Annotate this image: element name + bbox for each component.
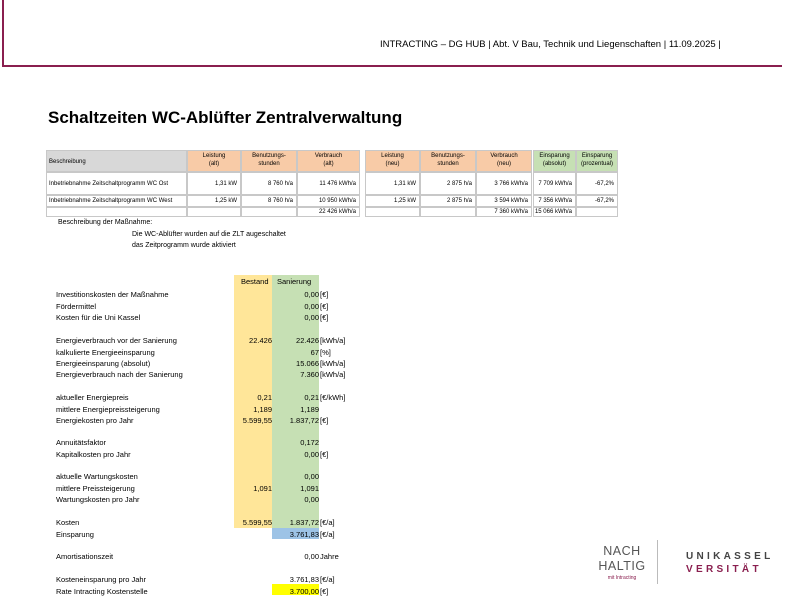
table-row-1-einsparung-prozentual: -67,2% bbox=[576, 172, 618, 195]
measure-line-2: das Zeitprogramm wurde aktiviert bbox=[132, 242, 236, 249]
uni-kassel-logo-line-1: UNIKASSEL bbox=[686, 551, 774, 562]
frame-line-horizontal bbox=[2, 65, 782, 67]
calc-row-unit: [€] bbox=[320, 416, 329, 425]
calc-row-label: Annuitätsfaktor bbox=[56, 438, 107, 447]
calc-row-label: Fördermittel bbox=[56, 302, 97, 311]
calc-row-sanierung-value: 7.360 bbox=[300, 370, 319, 379]
table-row-2-leistung-alt: 1,25 kW bbox=[187, 195, 241, 207]
calc-row-sanierung-value: 1,091 bbox=[300, 484, 319, 493]
calc-row-label: Amortisationszeit bbox=[56, 552, 114, 561]
calc-row-unit: [€/a] bbox=[320, 530, 335, 539]
calc-row-sanierung-value: 3.761,83 bbox=[289, 575, 319, 584]
calc-row-unit: [kWh/a] bbox=[320, 359, 346, 368]
logo-separator bbox=[657, 540, 658, 584]
table-row-2-verbrauch-alt: 10 950 kWh/a bbox=[297, 195, 360, 207]
header-leistung-alt: Leistung (alt) bbox=[187, 150, 241, 172]
nachhaltig-logo-line-1: NACH bbox=[603, 544, 641, 558]
calc-row-unit: [€/kWh] bbox=[320, 393, 346, 402]
table-row-2-einsparung-absolut: 7 356 kWh/a bbox=[533, 195, 576, 207]
calc-row-sanierung-value: 0,00 bbox=[304, 450, 319, 459]
nachhaltig-logo-sub: mit Intracting bbox=[607, 575, 637, 581]
uni-kassel-logo-line-2: VERSITÄT bbox=[686, 564, 762, 575]
totals-blank-6 bbox=[576, 207, 618, 217]
table-row-1-verbrauch-alt: 11 476 kWh/a bbox=[297, 172, 360, 195]
calc-row-label: Kosten für die Uni Kassel bbox=[56, 313, 141, 322]
table-row-1-beschreibung: Inbetriebnahme Zeitschaltprogramm WC Ost bbox=[46, 172, 187, 195]
calc-row-label: Energiekosten pro Jahr bbox=[56, 416, 134, 425]
calc-row-sanierung-value: 0,00 bbox=[304, 302, 319, 311]
header-einsparung-absolut: Einsparung (absolut) bbox=[533, 150, 576, 172]
calc-row-unit: [€/a] bbox=[320, 518, 335, 527]
table-row-2-leistung-neu: 1,25 kW bbox=[365, 195, 420, 207]
total-verbrauch-neu: 7 360 kWh/a bbox=[476, 207, 532, 217]
calc-row-sanierung-value: 3.761,83 bbox=[289, 530, 319, 539]
nachhaltig-logo bbox=[596, 544, 648, 581]
calc-row-bestand-value: 1,091 bbox=[253, 484, 272, 493]
table-row-1-stunden-neu: 2 875 h/a bbox=[420, 172, 476, 195]
calc-row-sanierung-value: 3.700,00 bbox=[289, 587, 319, 596]
calc-row-sanierung-value: 0,172 bbox=[300, 438, 319, 447]
calc-row-unit: [kWh/a] bbox=[320, 336, 346, 345]
table-row-1-leistung-alt: 1,31 kW bbox=[187, 172, 241, 195]
calc-row-unit: [€] bbox=[320, 587, 329, 596]
table-row-2-verbrauch-neu: 3 594 kWh/a bbox=[476, 195, 532, 207]
page-title: Schaltzeiten WC-Ablüfter Zentralverwaltung bbox=[48, 108, 403, 127]
table-row-1-verbrauch-neu: 3 766 kWh/a bbox=[476, 172, 532, 195]
table-row-1-einsparung-absolut: 7 709 kWh/a bbox=[533, 172, 576, 195]
calc-row-bestand-value: 1,189 bbox=[253, 405, 272, 414]
calc-row-label: aktuelle Wartungskosten bbox=[56, 472, 138, 481]
header-leistung-neu: Leistung (neu) bbox=[365, 150, 420, 172]
header-stunden-alt: Benutzungs- stunden bbox=[241, 150, 297, 172]
calc-row-unit: [€] bbox=[320, 450, 329, 459]
calc-row-label: Energieeinsparung (absolut) bbox=[56, 359, 151, 368]
header-stunden-neu: Benutzungs- stunden bbox=[420, 150, 476, 172]
calc-row-sanierung-value: 15.066 bbox=[296, 359, 319, 368]
calc-row-label: Energieverbrauch vor der Sanierung bbox=[56, 336, 177, 345]
calc-row-label: Rate Intracting Kostenstelle bbox=[56, 587, 148, 596]
calc-row-label: mittlere Energiepreissteigerung bbox=[56, 405, 160, 414]
header-beschreibung: Beschreibung bbox=[46, 150, 187, 172]
calc-row-sanierung-value: 1,189 bbox=[300, 405, 319, 414]
calc-row-label: aktueller Energiepreis bbox=[56, 393, 129, 402]
calc-row-sanierung-value: 22.426 bbox=[296, 336, 319, 345]
table-row-2-stunden-alt: 8 760 h/a bbox=[241, 195, 297, 207]
totals-blank-5 bbox=[420, 207, 476, 217]
calc-row-label: Investitionskosten der Maßnahme bbox=[56, 290, 169, 299]
nachhaltig-logo-line-2: HALTIG bbox=[598, 559, 646, 573]
calc-row-label: Kosten bbox=[56, 518, 80, 527]
calc-row-sanierung-value: 0,00 bbox=[304, 495, 319, 504]
calc-row-sanierung-value: 0,21 bbox=[304, 393, 319, 402]
calc-row-bestand-value: 0,21 bbox=[257, 393, 272, 402]
header-verbrauch-neu: Verbrauch (neu) bbox=[476, 150, 532, 172]
totals-blank-4 bbox=[365, 207, 420, 217]
table-row-2-stunden-neu: 2 875 h/a bbox=[420, 195, 476, 207]
calc-row-bestand-value: 22.426 bbox=[249, 336, 272, 345]
totals-blank-3 bbox=[241, 207, 297, 217]
frame-line-vertical bbox=[2, 0, 4, 67]
calc-row-label: Einsparung bbox=[56, 530, 94, 539]
calc-row-unit: [€] bbox=[320, 302, 329, 311]
calc-row-unit: [%] bbox=[320, 348, 331, 357]
table-row-1-stunden-alt: 8 760 h/a bbox=[241, 172, 297, 195]
calc-row-sanierung-value: 0,00 bbox=[304, 552, 319, 561]
totals-blank-1 bbox=[46, 207, 187, 217]
calc-row-label: Kosteneinsparung pro Jahr bbox=[56, 575, 147, 584]
total-verbrauch-alt: 22 426 kWh/a bbox=[297, 207, 360, 217]
calc-row-unit: Jahre bbox=[320, 552, 339, 561]
calc-row-sanierung-value: 1.837,72 bbox=[289, 416, 319, 425]
calc-row-label: Kapitalkosten pro Jahr bbox=[56, 450, 131, 459]
calc-row-sanierung-value: 0,00 bbox=[304, 313, 319, 322]
page-header: INTRACTING – DG HUB | Abt. V Bau, Technik und Liegenschaften | 11.09.2025 | bbox=[380, 39, 721, 50]
table-row-2-einsparung-prozentual: -67,2% bbox=[576, 195, 618, 207]
calc-row-unit: [€/a] bbox=[320, 575, 335, 584]
calc-row-sanierung-value: 67 bbox=[310, 348, 319, 357]
calc-row-unit: [€] bbox=[320, 290, 329, 299]
measure-heading: Beschreibung der Maßnahme: bbox=[58, 219, 153, 226]
calc-row-bestand-value: 5.599,55 bbox=[242, 416, 272, 425]
table-row-1-leistung-neu: 1,31 kW bbox=[365, 172, 420, 195]
calc-row-label: Wartungskosten pro Jahr bbox=[56, 495, 140, 504]
header-verbrauch-alt: Verbrauch (alt) bbox=[297, 150, 360, 172]
totals-blank-2 bbox=[187, 207, 241, 217]
column-header-sanierung: Sanierung bbox=[277, 277, 312, 286]
calc-row-sanierung-value: 0,00 bbox=[304, 290, 319, 299]
column-header-bestand: Bestand bbox=[241, 277, 269, 286]
table-row-2-beschreibung: Inbetriebnahme Zeitschaltprogramm WC West bbox=[46, 195, 187, 207]
measure-line-1: Die WC-Ablüfter wurden auf die ZLT augeschaltet bbox=[132, 231, 286, 238]
calc-row-unit: [€] bbox=[320, 313, 329, 322]
calc-row-sanierung-value: 0,00 bbox=[304, 472, 319, 481]
calc-row-sanierung-value: 1.837,72 bbox=[289, 518, 319, 527]
calc-row-label: Energieverbrauch nach der Sanierung bbox=[56, 370, 183, 379]
total-einsparung-absolut: 15 066 kWh/a bbox=[533, 207, 576, 217]
header-einsparung-prozentual: Einsparung (prozentual) bbox=[576, 150, 618, 172]
calc-row-label: mittlere Preissteigerung bbox=[56, 484, 135, 493]
calc-row-label: kalkulierte Energieeinsparung bbox=[56, 348, 155, 357]
calc-row-unit: [kWh/a] bbox=[320, 370, 346, 379]
uni-kassel-logo bbox=[686, 550, 773, 576]
calc-row-bestand-value: 5.599,55 bbox=[242, 518, 272, 527]
